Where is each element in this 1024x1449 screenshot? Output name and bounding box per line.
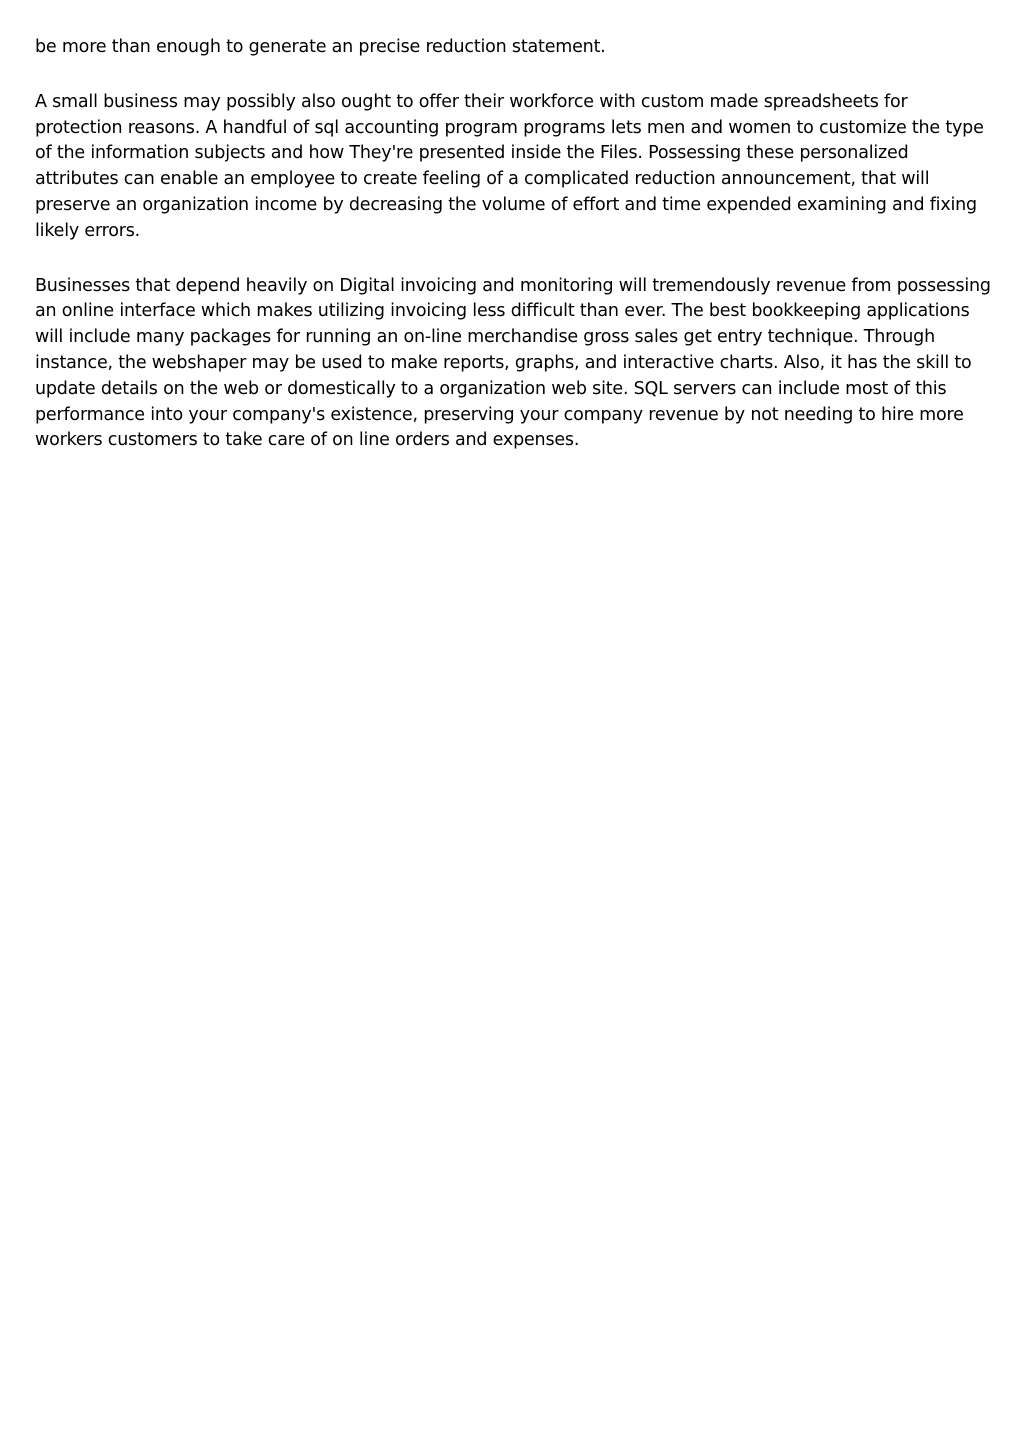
paragraph-custom-spreadsheets: A small business may possibly also ought to offer their workforce with custom made spreadsheets for protection reasons. A handful of sql accounting program programs lets men and women to customize the type of the information subjects and how They're presented inside the Files. Possessing these personalized attributes can enable an employee to create feeling of a complicated reduction announcement, that will preserve an organization income by decreasing the volume of effort and time expended examining and fixing likely errors. [35, 91, 984, 241]
document-page [35, 35, 995, 483]
paragraph-intro-fragment: be more than enough to generate an precise reduction statement. [35, 37, 606, 57]
paragraph-digital-invoicing: Businesses that depend heavily on Digital invoicing and monitoring will tremendously revenue from possessing an online interface which makes utilizing invoicing less difficult than ever. The best bookkeeping applications will include many packages for running an on-line merchandise gross sales get entry technique. Through instance, the webshaper may be used to make reports, graphs, and interactive charts. Also, it has the skill to update details on the web or domestically to a organization web site. SQL servers can include most of this performance into your company's existence, preserving your company revenue by not needing to hire more workers customers to take care of on line orders and expenses. [35, 275, 991, 451]
